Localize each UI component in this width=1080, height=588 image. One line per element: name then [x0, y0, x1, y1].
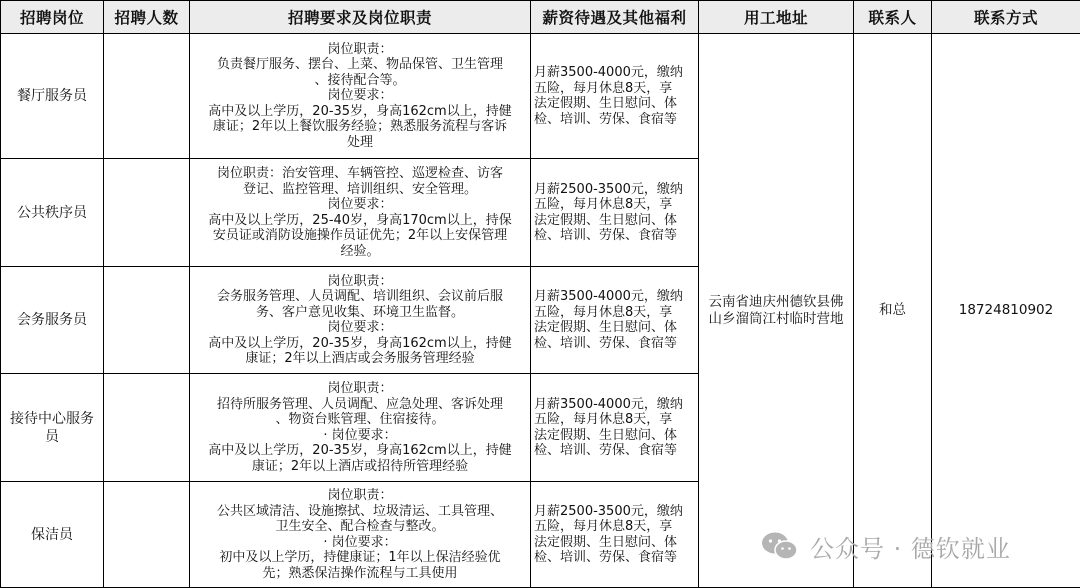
text-line: · 岗位要求：: [323, 534, 397, 550]
text-line: 经验。: [340, 243, 380, 259]
text-line: 高中及以上学历，20-35岁，身高162cm以上，持健: [208, 443, 512, 458]
text-line: 岗位要求：: [327, 88, 393, 104]
count-cell: [104, 482, 190, 588]
text-line: 月薪2500-3500元，缴纳: [534, 181, 683, 197]
text-line: 月薪3500-4000元，缴纳: [534, 65, 683, 80]
header-requirements: 招聘要求及岗位职责: [190, 1, 531, 34]
salary-cell: [531, 374, 699, 482]
text-line: 卫生安全、配合检查与整改。: [275, 519, 445, 534]
salary-cell: [531, 34, 699, 159]
text-line: 、物资台账管理、住宿接待。: [275, 412, 445, 427]
header-phone: 联系方式: [932, 1, 1080, 34]
contact-cell: 和总: [854, 34, 932, 588]
text-line: 检、培训、劳保、食宿等: [534, 228, 678, 243]
requirements-cell: [190, 159, 531, 267]
text-line: 处理: [346, 134, 373, 150]
text-line: 法定假期、生日慰问、体: [534, 212, 678, 228]
text-line: 康证；2年以上酒店或会务服务管理经验: [245, 351, 475, 366]
position-cell: 公共秩序员: [1, 159, 104, 267]
text-line: 康证；2年以上餐饮服务经验；熟悉服务流程与客诉: [212, 119, 508, 135]
text-line: 山乡溜筒江村临时营地: [708, 310, 844, 327]
text-line: 安员证或消防设施操作员证优先；2年以上安保管理: [212, 228, 508, 243]
text-line: 康证；2年以上酒店或招待所管理经验: [251, 458, 469, 474]
header-count: 招聘人数: [104, 1, 190, 34]
watermark-text: 公众号 · 德钦就业: [810, 534, 1011, 563]
requirements-cell: [190, 374, 531, 482]
text-line: 先；熟悉保洁操作流程与工具使用: [262, 565, 458, 581]
text-line: 月薪3500-4000元，缴纳: [534, 289, 683, 304]
text-line: 五险，每月休息8天，享: [534, 519, 673, 534]
header-row: [1, 1, 1080, 34]
text-line: 务、客户意见收集、环境卫生监督。: [255, 304, 464, 320]
text-line: 检、培训、劳保、食宿等: [534, 550, 678, 565]
text-line: 、接待配合等。: [314, 72, 406, 88]
text-line: 岗位职责：: [327, 41, 393, 57]
position-cell: 餐厅服务员: [1, 34, 104, 159]
text-line: 高中及以上学历，20-35岁，身高162cm以上，持健: [208, 103, 512, 119]
header-contact: 联系人: [854, 1, 932, 34]
text-line: 负责餐厅服务、摆台、上菜、物品保管、卫生管理: [216, 57, 503, 73]
text-line: 法定假期、生日慰问、体: [534, 96, 678, 111]
requirements-cell: [190, 34, 531, 159]
text-line: 月薪2500-3500元，缴纳: [534, 503, 683, 519]
salary-cell: [531, 159, 699, 267]
text-line: 会务服务管理、人员调配、培训组织、会议前后服: [216, 289, 503, 304]
position-cell: [1, 374, 104, 482]
text-line: 五险，每月休息8天，享: [534, 412, 673, 427]
requirements-cell: [190, 267, 531, 374]
text-line: 法定假期、生日慰问、体: [534, 427, 678, 443]
salary-cell: [531, 267, 699, 374]
location-cell: [699, 34, 854, 588]
header-location: 用工地址: [699, 1, 854, 34]
text-line: 岗位职责：治安管理、车辆管控、巡逻检查、访客: [216, 166, 503, 181]
text-line: 高中及以上学历，25-40岁，身高170cm以上，持保: [208, 212, 512, 228]
text-line: 五险，每月休息8天，享: [534, 80, 673, 96]
text-line: 五险，每月休息8天，享: [534, 197, 673, 212]
text-line: 公共区域清洁、设施擦拭、垃圾清运、工具管理、: [216, 503, 503, 519]
text-line: · 岗位要求：: [323, 427, 397, 443]
text-line: 月薪3500-4000元，缴纳: [534, 396, 683, 412]
count-cell: [104, 159, 190, 267]
phone-cell: 18724810902: [932, 34, 1080, 588]
text-line: 招待所服务管理、人员调配、应急处理、客诉处理: [216, 396, 503, 412]
text-line: 岗位要求：: [327, 320, 393, 335]
text-line: 高中及以上学历，20-35岁，身高162cm以上，持健: [208, 335, 512, 351]
count-cell: [104, 34, 190, 159]
text-line: 云南省迪庆州德钦县佛: [708, 293, 844, 310]
text-line: 岗位职责：: [327, 488, 393, 503]
position-cell: 会务服务员: [1, 267, 104, 374]
count-cell: [104, 374, 190, 482]
table-row: [1, 34, 1080, 159]
text-line: 岗位要求：: [327, 197, 393, 212]
text-line: 检、培训、劳保、食宿等: [534, 335, 678, 351]
text-line: 初中及以上学历，持健康证；1年以上保洁经验优: [219, 550, 501, 565]
text-line: 检、培训、劳保、食宿等: [534, 443, 678, 458]
requirements-cell: [190, 482, 531, 588]
position-cell: 保洁员: [1, 482, 104, 588]
header-position: 招聘岗位: [1, 1, 104, 34]
text-line: 员: [45, 428, 59, 445]
salary-cell: [531, 482, 699, 588]
text-line: 法定假期、生日慰问、体: [534, 320, 678, 335]
count-cell: [104, 267, 190, 374]
text-line: 五险，每月休息8天，享: [534, 304, 673, 320]
text-line: 岗位职责：: [327, 273, 393, 289]
text-line: 法定假期、生日慰问、体: [534, 534, 678, 550]
text-line: 检、培训、劳保、食宿等: [534, 111, 678, 127]
text-line: 登记、监控管理、培训组织、安全管理。: [242, 181, 477, 197]
text-line: 接待中心服务: [10, 410, 94, 427]
text-line: 岗位职责：: [327, 381, 393, 396]
header-salary: 薪资待遇及其他福利: [531, 1, 699, 34]
